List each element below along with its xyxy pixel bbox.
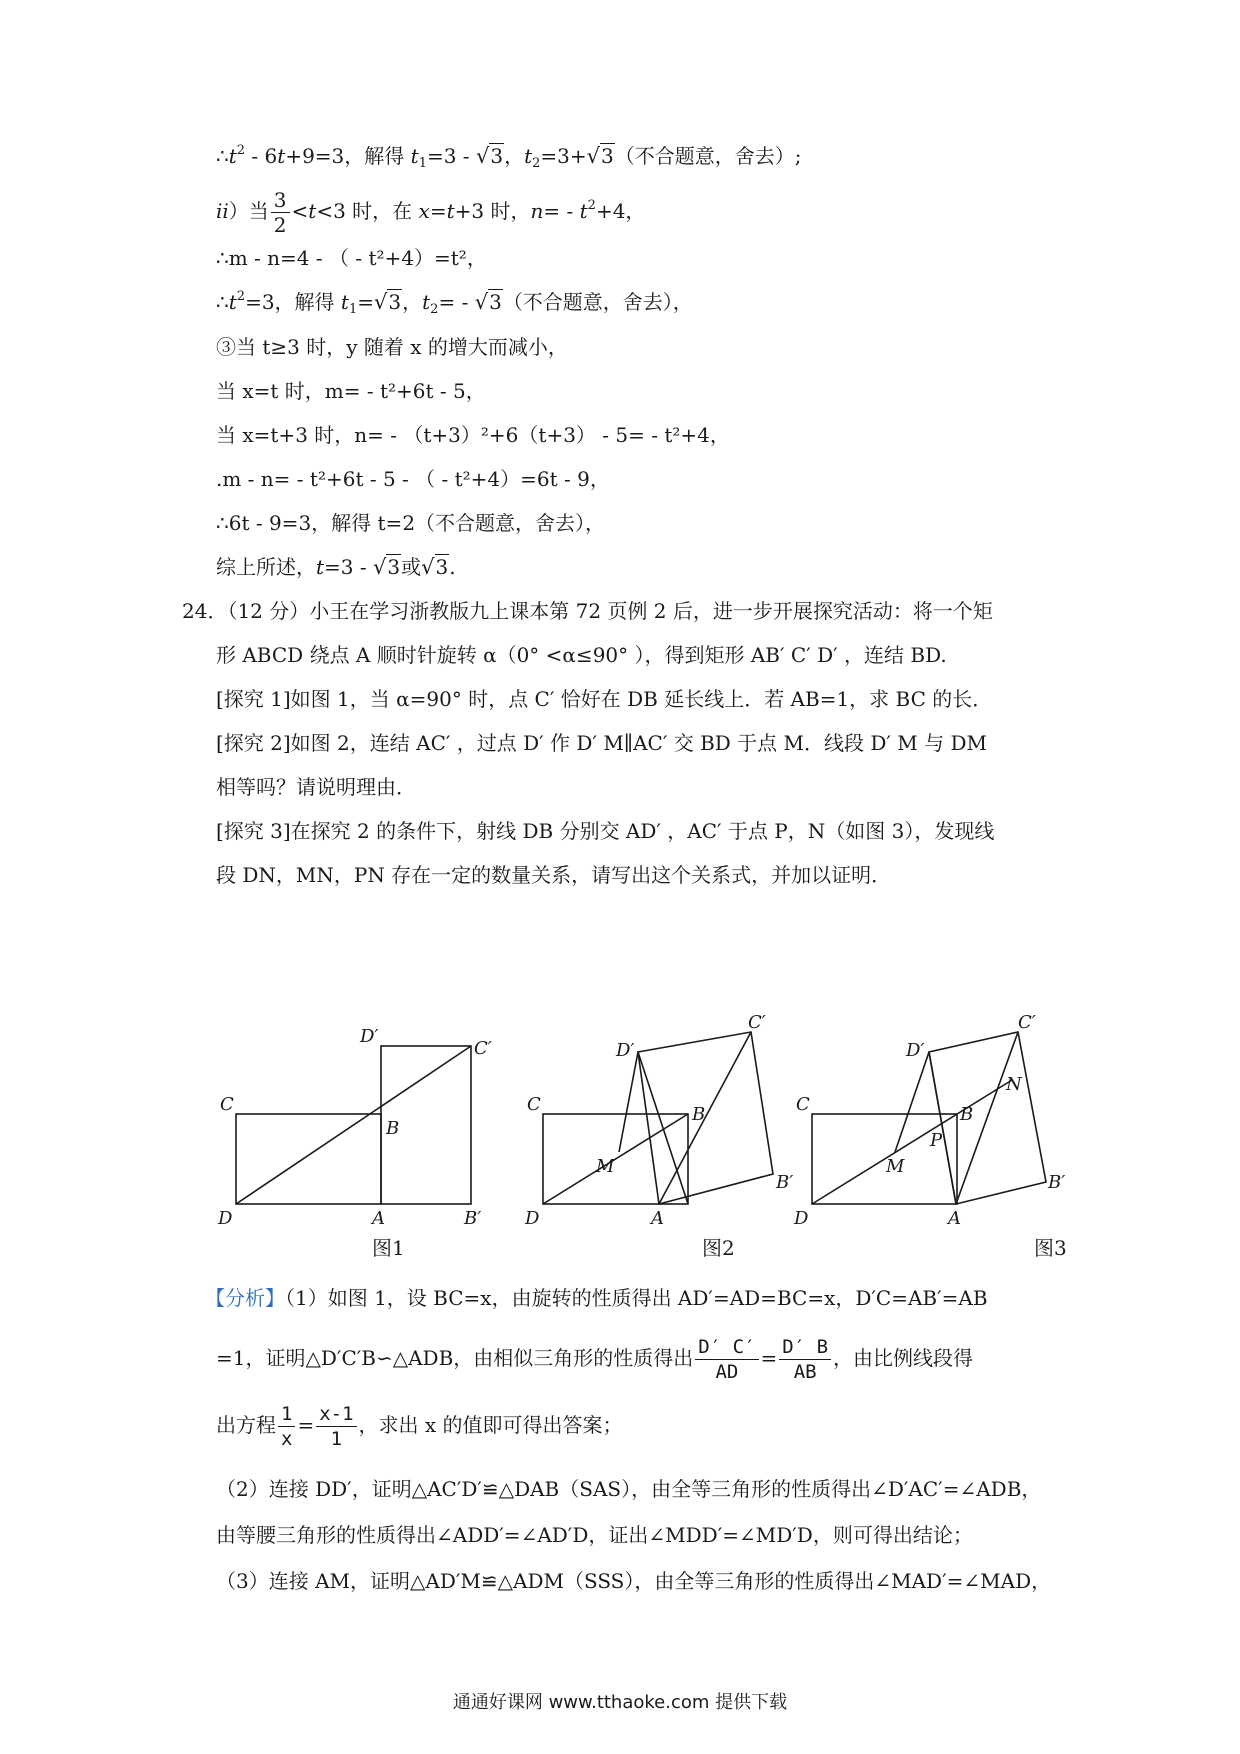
rect-abcd (236, 1114, 381, 1204)
caption-figure-1: 图1 (372, 1236, 405, 1260)
label-c: C (527, 1094, 541, 1115)
label-d: D (525, 1208, 540, 1229)
segment-ad-prime (929, 1052, 956, 1204)
geometry-figures (210, 1010, 1090, 1280)
label-c: C (220, 1094, 234, 1115)
label-b-prime: B′ (776, 1172, 794, 1193)
solution-line-1: $\therefore t^2 - 6t+9=3$，解得 $t_1=3 - √3$，$t_2=3+√3$（不合题意，舍去）; (216, 143, 802, 171)
label-c: C (796, 1094, 810, 1115)
question-line-1: 24．（12 分）小王在学习浙教版九上课本第 72 页例 2 后，进一步开展探究活动：将一个矩 (182, 599, 993, 623)
fraction: $\frac{D' B}{AB}$ (779, 1335, 831, 1384)
analysis-line-6: （3）连接 AM，证明△AD′M≌△ADM（SSS），由全等三角形的性质得出∠MAD′=∠MAD， (216, 1569, 1052, 1593)
label-d-prime: D′ (616, 1040, 635, 1061)
question-line-4: [探究 2]如图 2，连结 AC′ ，过点 D′ 作 D′ M∥AC′ 交 BD 于点 M．线段 D′ M 与 DM (216, 731, 987, 755)
analysis-line-4: （2）连接 DD′，证明△AC′D′≌△DAB（SAS），由全等三角形的性质得出∠D′AC′=∠ADB， (216, 1477, 1042, 1501)
fraction: $\frac{1}{x}$ (278, 1402, 295, 1451)
solution-line-10: 综上所述，t=3 - √3或√3. (216, 555, 456, 579)
question-line-3: [探究 1]如图 1，当 α=90° 时，点 C′ 恰好在 DB 延长线上．若 AB=1，求 BC 的长． (216, 687, 993, 711)
figure-1 (236, 1046, 471, 1204)
ray-db (812, 1080, 1012, 1204)
analysis-tag: 【分析】 (205, 1286, 285, 1310)
label-d-prime: D′ (906, 1040, 925, 1061)
analysis-line-2: =1，证明△D′C′B∽△ADB，由相似三角形的性质得出 $\frac{D' C'}{AD}$ = $\frac{D' B}{AB}$ ，由比例线段得 (216, 1336, 974, 1383)
page-footer: 通通好课网 www.tthaoke.com 提供下载 (452, 1692, 788, 1713)
segment-dc-prime (236, 1046, 471, 1204)
label-b-prime: B′ (464, 1208, 482, 1229)
sqrt-symbol: √3 (586, 144, 614, 168)
solution-line-6: 当 x=t 时，m= - t²+6t - 5， (216, 379, 486, 403)
label-b: B (386, 1118, 400, 1139)
sqrt-symbol: √3 (474, 290, 502, 314)
fraction: $\frac{D' C'}{AD}$ (695, 1335, 758, 1384)
label-p: P (930, 1130, 943, 1151)
solution-line-7: 当 x=t+3 时，n= - （t+3）²+6（t+3） - 5= - t²+4， (216, 423, 730, 447)
sqrt-symbol: √3 (374, 290, 402, 314)
figure-3 (812, 1032, 1046, 1204)
label-a: A (948, 1208, 961, 1229)
solution-line-8: .m - n= - t²+6t - 5 - （ - t²+4）=6t - 9， (216, 467, 610, 491)
solution-line-3: ∴m - n=4 - （ - t²+4）=t²， (216, 246, 487, 270)
analysis-line-1: 【分析】（1）如图 1，设 BC=x，由旋转的性质得出 AD′=AD=BC=x，D′C=AB′=AB (205, 1286, 988, 1310)
question-line-2: 形 ABCD 绕点 A 顺时针旋转 α（0° <α≤90° ），得到矩形 AB′ C′ D′ ，连结 BD. (216, 643, 947, 667)
label-a: A (372, 1208, 385, 1229)
figure-2 (543, 1032, 773, 1204)
label-b-prime: B′ (1048, 1172, 1066, 1193)
solution-line-2: ii）当 $\frac{3}{2}$ <t<3 时，在 x=t+3 时，$n= - t^2+4$， (216, 188, 646, 237)
solution-line-9: ∴6t - 9=3，解得 t=2（不合题意，舍去）， (216, 511, 606, 535)
fraction: $\frac{3}{2}$ (271, 188, 290, 237)
label-b: B (960, 1104, 974, 1125)
caption-figure-2: 图2 (702, 1236, 735, 1260)
segment-d-prime-m (619, 1052, 638, 1152)
question-line-6: [探究 3]在探究 2 的条件下，射线 DB 分别交 AD′ ，AC′ 于点 P，N（如图 3），发现线 (216, 819, 995, 843)
question-line-7: 段 DN，MN，PN 存在一定的数量关系，请写出这个关系式，并加以证明． (216, 863, 892, 887)
fraction: $\frac{x-1}{1}$ (316, 1402, 356, 1451)
label-c-prime: C′ (1018, 1012, 1036, 1033)
caption-figure-3: 图3 (1034, 1236, 1067, 1260)
analysis-line-5: 由等腰三角形的性质得出∠ADD′=∠AD′D，证出∠MDD′=∠MD′D，则可得出结论； (216, 1523, 973, 1547)
solution-line-5: ③当 t≥3 时，y 随着 x 的增大而减小， (216, 335, 568, 359)
label-a: A (651, 1208, 664, 1229)
analysis-line-3: 出方程 $\frac{1}{x}$ = $\frac{x-1}{1}$ ，求出 x 的值即可得出答案； (216, 1403, 623, 1450)
sqrt-symbol: √3 (373, 555, 401, 579)
solution-line-4: $\therefore t^2=3$，解得 $t_1=√3$，$t_2= - √3$（不合题意，舍去）， (216, 289, 693, 317)
label-m: M (596, 1156, 615, 1177)
question-line-5: 相等吗？请说明理由． (216, 775, 416, 799)
segment-d-prime-a-extra (638, 1052, 688, 1204)
sqrt-symbol: √3 (421, 555, 449, 579)
label-d-prime: D′ (360, 1026, 379, 1047)
label-d: D (794, 1208, 809, 1229)
sqrt-symbol: √3 (475, 144, 504, 168)
segment-d-prime-m (895, 1052, 929, 1152)
label-b: B (692, 1104, 706, 1125)
figures-svg (210, 1010, 1090, 1280)
label-m: M (886, 1156, 905, 1177)
label-c-prime: C′ (748, 1012, 766, 1033)
label-d: D (218, 1208, 233, 1229)
label-c-prime: C′ (474, 1038, 492, 1059)
label-n: N (1006, 1074, 1022, 1095)
